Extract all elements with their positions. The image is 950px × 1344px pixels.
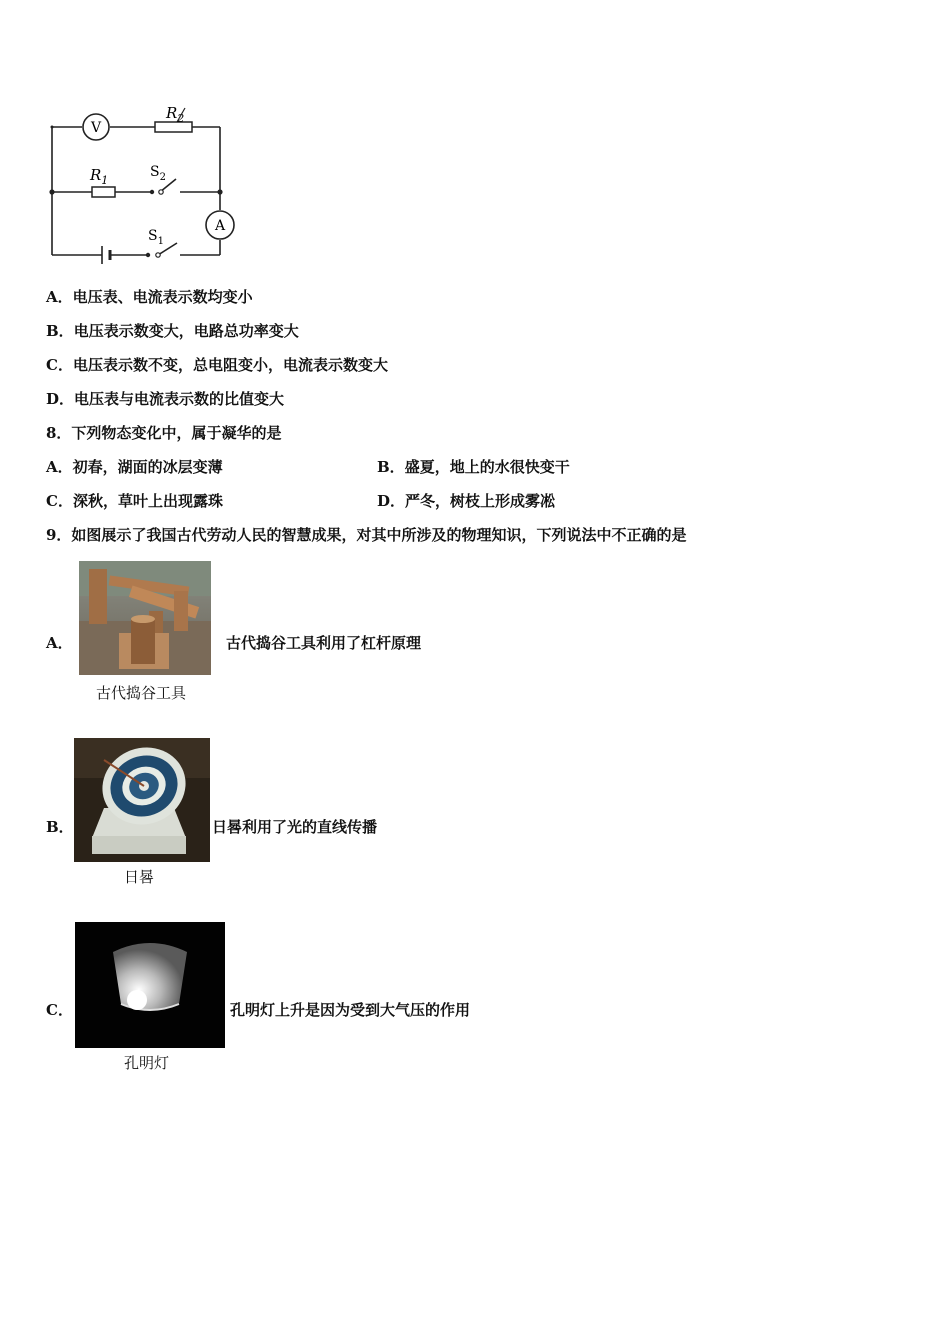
resistor-r1: [92, 187, 115, 197]
q8-option-b[interactable]: [377, 456, 570, 477]
option-label: B．: [46, 322, 74, 340]
sundial-image: [74, 738, 210, 862]
option-label: B．: [377, 458, 405, 476]
q7-option-d[interactable]: [46, 388, 284, 409]
q8-stem: 8．下列物态变化中，属于凝华的是: [46, 424, 282, 442]
option-label: D．: [46, 390, 75, 408]
resistor-r2: [155, 122, 192, 132]
r1-label: $R_1$: [90, 166, 109, 187]
ammeter-label: A: [214, 218, 226, 234]
q7-option-a[interactable]: [46, 286, 253, 307]
kongming-lantern-image: [75, 922, 225, 1048]
q8-option-c[interactable]: [46, 490, 223, 511]
q8-option-a[interactable]: [46, 456, 223, 477]
option-text: 初春，湖面的冰层变薄: [72, 458, 223, 476]
s2-label: $S_2$: [150, 164, 166, 183]
option-label: C．: [46, 492, 73, 510]
option-text: 电压表、电流表示数均变小: [72, 288, 253, 306]
option-text: 电压表示数不变，总电阻变小，电流表示数变大: [72, 356, 388, 374]
q7-option-c[interactable]: [46, 354, 388, 375]
q9-option-a-text[interactable]: 古代捣谷工具利用了杠杆原理: [226, 634, 422, 652]
option-text: 严冬，树枝上形成雾凇: [405, 492, 556, 510]
option-label: C．: [46, 356, 73, 374]
option-label: A．: [46, 458, 73, 476]
option-text: 电压表与电流表示数的比值变大: [74, 390, 285, 408]
option-text: 盛夏，地上的水很快变干: [404, 458, 570, 476]
q9-option-c-label: C．: [46, 1001, 73, 1019]
q9-option-b-text[interactable]: 日晷利用了光的直线传播: [212, 818, 378, 836]
q9-option-c-text[interactable]: 孔明灯上升是因为受到大气压的作用: [230, 1001, 471, 1019]
q9-option-b-caption: 日晷: [124, 868, 155, 886]
q9-option-c-caption: 孔明灯: [124, 1054, 170, 1072]
q9-option-a-label: A．: [46, 634, 73, 652]
q8-option-d[interactable]: [377, 490, 555, 511]
option-text: 电压表示数变大，电路总功率变大: [73, 322, 299, 340]
grain-pounder-image: [79, 561, 211, 675]
option-text: 深秋，草叶上出现露珠: [72, 492, 223, 510]
option-label: A．: [46, 288, 73, 306]
q9-stem: 9．如图展示了我国古代劳动人民的智慧成果，对其中所涉及的物理知识，下列说法中不正确的是: [46, 526, 687, 544]
circuit-diagram: [40, 100, 240, 275]
option-label: D．: [377, 492, 406, 510]
voltmeter-label: V: [90, 120, 102, 136]
q9-option-b-label: B．: [46, 818, 74, 836]
r2-label: $R_2$: [166, 104, 185, 125]
q7-option-b[interactable]: [46, 320, 299, 341]
s1-label: $S_1$: [148, 228, 164, 247]
q9-option-a-caption: 古代捣谷工具: [96, 684, 187, 702]
